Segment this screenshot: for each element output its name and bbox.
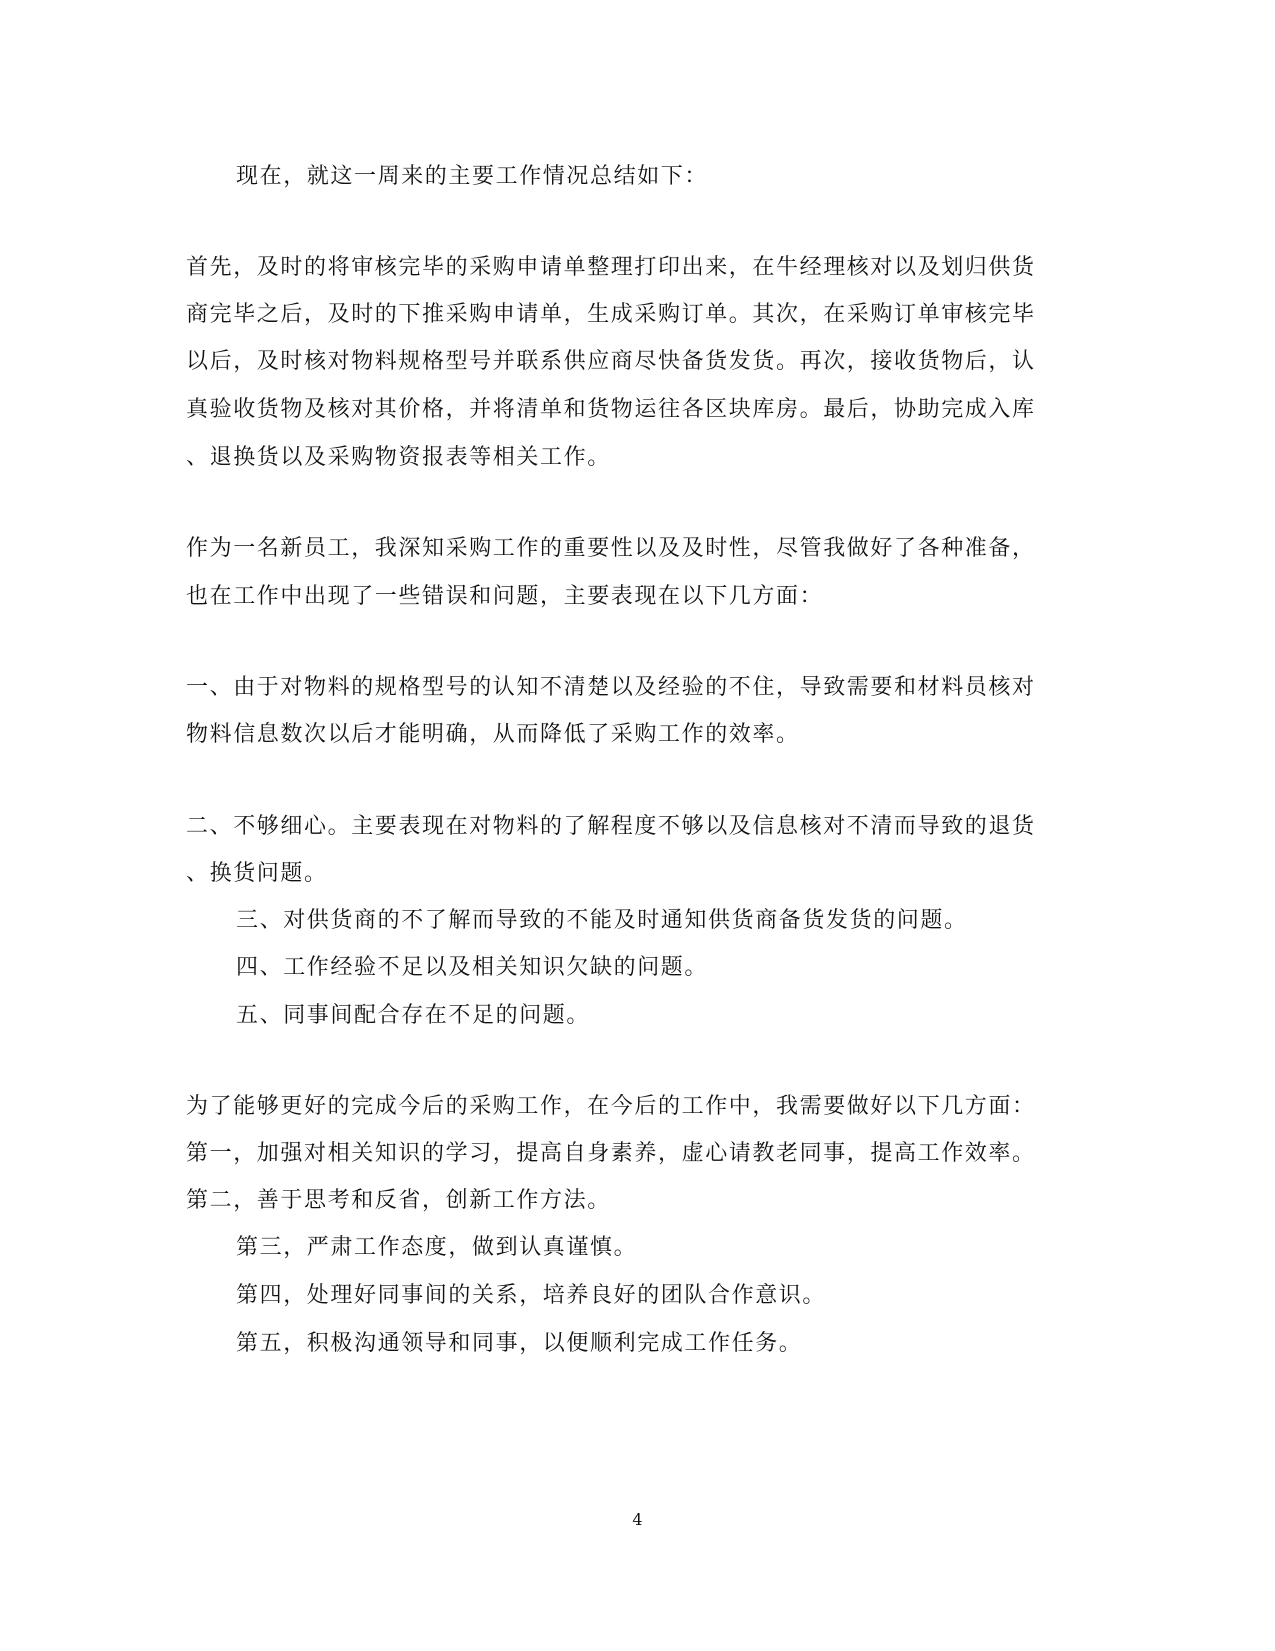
work-paragraph-line: 首先，及时的将审核完毕的采购申请单整理打印出来，在牛经理核对以及划归供货 — [186, 255, 1036, 280]
improve-intro-line: 为了能够更好的完成今后的采购工作，在今后的工作中，我需要做好以下几方面： — [186, 1094, 1036, 1119]
newstaff-paragraph-line: 作为一名新员工，我深知采购工作的重要性以及及时性，尽管我做好了各种准备， — [186, 536, 1036, 561]
page-number: 4 — [632, 1510, 643, 1529]
problem-2-line: 二、不够细心。主要表现在对物料的了解程度不够以及信息核对不清而导致的退货 — [186, 814, 1036, 839]
problem-1-line: 物料信息数次以后才能明确，从而降低了采购工作的效率。 — [186, 722, 800, 747]
intro-line: 现在，就这一周来的主要工作情况总结如下： — [236, 164, 709, 189]
improve-5-line: 第五，积极沟通领导和同事，以便顺利完成工作任务。 — [236, 1331, 803, 1356]
improve-2-line: 第二，善于思考和反省，创新工作方法。 — [186, 1188, 611, 1213]
work-paragraph-line: 商完毕之后，及时的下推采购申请单，生成采购订单。其次，在采购订单审核完毕 — [186, 302, 1036, 327]
work-paragraph-line: 真验收货物及核对其价格，并将清单和货物运往各区块库房。最后，协助完成入库 — [186, 397, 1036, 422]
problem-3-line: 三、对供货商的不了解而导致的不能及时通知供货商备货发货的问题。 — [236, 908, 968, 933]
problem-5-line: 五、同事间配合存在不足的问题。 — [236, 1003, 591, 1028]
problem-4-line: 四、工作经验不足以及相关知识欠缺的问题。 — [236, 955, 709, 980]
improve-1-line: 第一，加强对相关知识的学习，提高自身素养，虚心请教老同事，提高工作效率。 — [186, 1141, 1036, 1166]
improve-3-line: 第三，严肃工作态度，做到认真谨慎。 — [236, 1235, 638, 1260]
problem-1-line: 一、由于对物料的规格型号的认知不清楚以及经验的不住，导致需要和材料员核对 — [186, 675, 1036, 700]
work-paragraph-line: 以后，及时核对物料规格型号并联系供应商尽快备货发货。再次，接收货物后，认 — [186, 349, 1036, 374]
problem-2-line: 、换货问题。 — [186, 861, 328, 886]
work-paragraph-line: 、退换货以及采购物资报表等相关工作。 — [186, 445, 611, 470]
newstaff-paragraph-line: 也在工作中出现了一些错误和问题，主要表现在以下几方面： — [186, 584, 824, 609]
improve-4-line: 第四，处理好同事间的关系，培养良好的团队合作意识。 — [236, 1283, 827, 1308]
